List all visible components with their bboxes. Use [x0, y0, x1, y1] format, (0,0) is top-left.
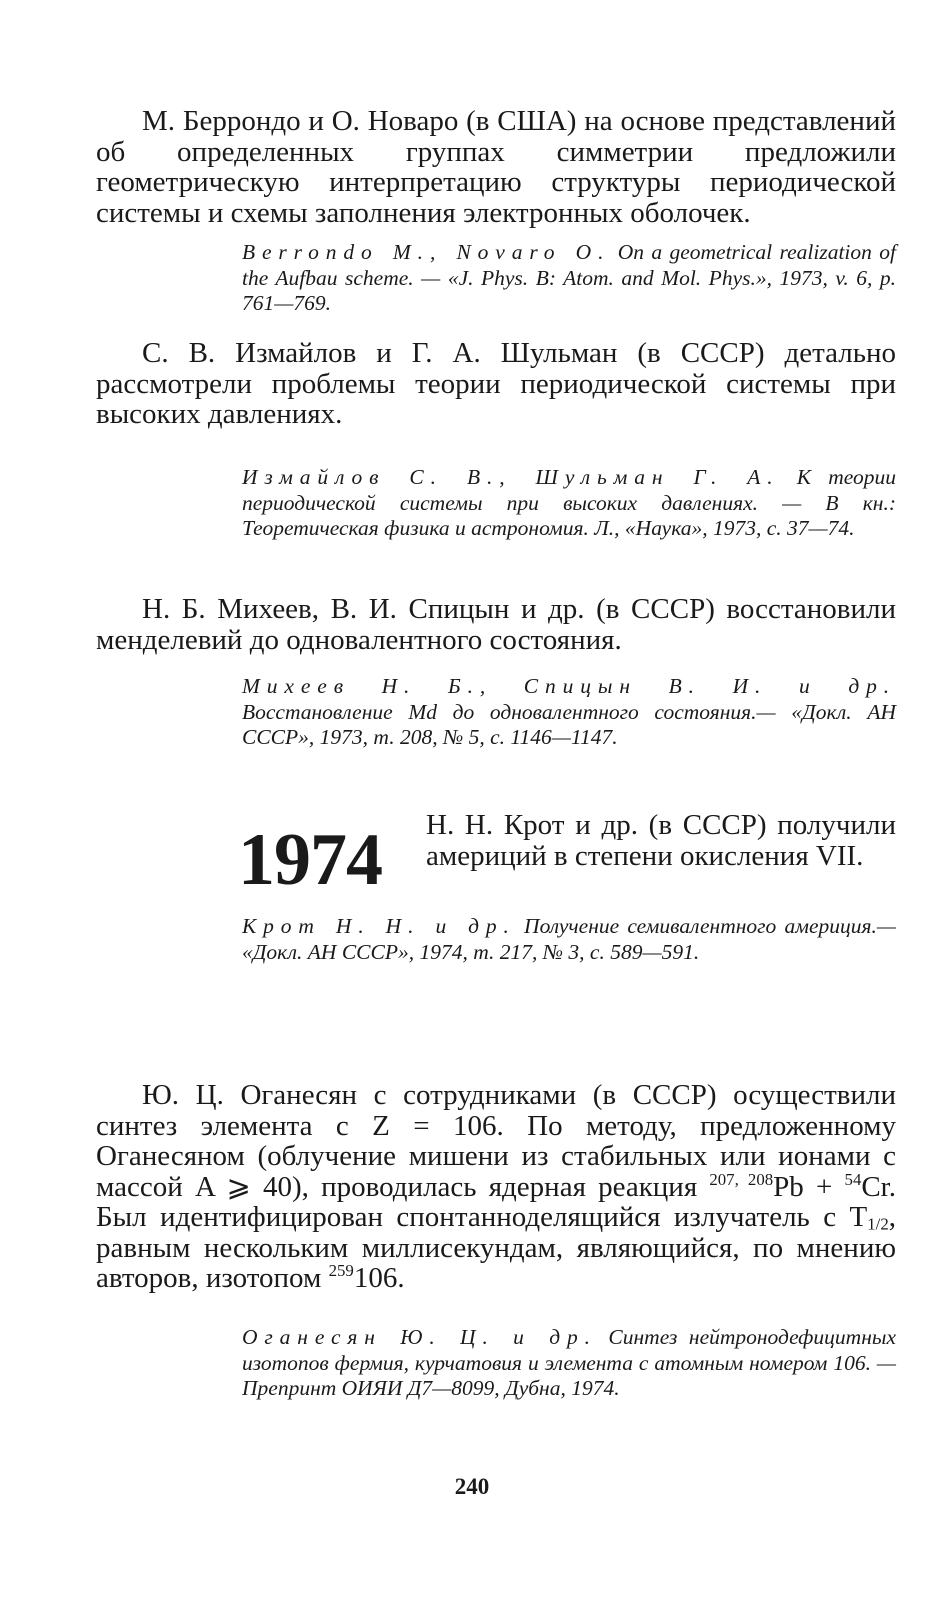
entry-paragraph: Н. Н. Крот и др. (в СССР) получили америций в степени окисления VII. — [426, 809, 896, 872]
entry-paragraph: С. В. Измайлов и Г. А. Шульман (в СССР) детально рассмотрели проблемы теории периодической системы при высоких давлениях. — [96, 337, 896, 430]
entry-paragraph: Ю. Ц. Оганесян с сотрудниками (в СССР) осуществили синтез элемента с Z = 106. По методу, предложенному Оганесяном (облучение мишени из стабильных или ионами с массой A ⩾ 40), проводилась ядерная реакция $^{207, 208}$Pb + $^{54}$Cr. Был идентифицирован спонтанноделящийся излучатель с $T_{1/2}$, равным нескольким миллисекундам, являющийся, по мнению авторов, изотопом $^{259}$106. — [96, 1079, 896, 1294]
reference-details: Синтез нейтронодефицитных изотопов фермия, курчатовия и элемента с атомным номером 106. — Препринт ОИЯИ Д7—8099, Дубна, 1974. — [242, 1325, 896, 1400]
reference-authors: Крот Н. Н. и др. — [242, 914, 516, 938]
reference — [242, 240, 896, 317]
subscript-half: 1/2 — [867, 1214, 889, 1234]
superscript-mass-cr: 54 — [844, 1169, 862, 1189]
page-number: 240 — [454, 1474, 490, 1499]
reference — [242, 674, 896, 751]
superscript-mass-pb: 207, 208 — [709, 1169, 774, 1189]
entry-paragraph: М. Беррондо и О. Новаро (в США) на основе представлений об определенных группах симметрии предложили геометрическую интерпретацию структуры периодической системы и схемы заполнения электронных оболочек. — [96, 105, 896, 229]
reference-authors: Михеев Н. Б., Спицын В. И. и др. — [242, 674, 896, 698]
reference-details: Восстановление Md до одновалентного состояния.— «Докл. АН СССР», 1973, т. 208, № 5, с. 1146—1147. — [242, 699, 896, 749]
reference-details: Получение семивалентного америция.— «Докл. АН СССР», 1974, т. 217, № 3, с. 589—591. — [242, 914, 896, 964]
year-heading: 1974 — [238, 819, 382, 901]
reference-authors: Berrondo M., Novaro O. — [242, 240, 611, 264]
superscript-mass-isotope: 259 — [328, 1261, 354, 1281]
reference-authors: Оганесян Ю. Ц. и др. — [242, 1325, 597, 1349]
reference — [242, 1325, 896, 1402]
reference-details: К теории периодической системы при высоких давлениях. — В кн.: Теоретическая физика и астрономия. Л., «Наука», 1973, с. 37—74. — [242, 465, 896, 540]
reference-details: On a geometrical realization of the Aufbau scheme. — «J. Phys. B: Atom. and Mol. Phys.», 1973, v. 6, p. 761—769. — [242, 240, 896, 315]
reference — [242, 465, 896, 542]
entry-paragraph: Н. Б. Михеев, В. И. Спицын и др. (в СССР) восстановили менделевий до одновалентного состояния. — [96, 593, 896, 656]
reference — [242, 914, 896, 965]
reference-authors: Измайлов С. В., Шульман Г. А. — [242, 465, 780, 489]
